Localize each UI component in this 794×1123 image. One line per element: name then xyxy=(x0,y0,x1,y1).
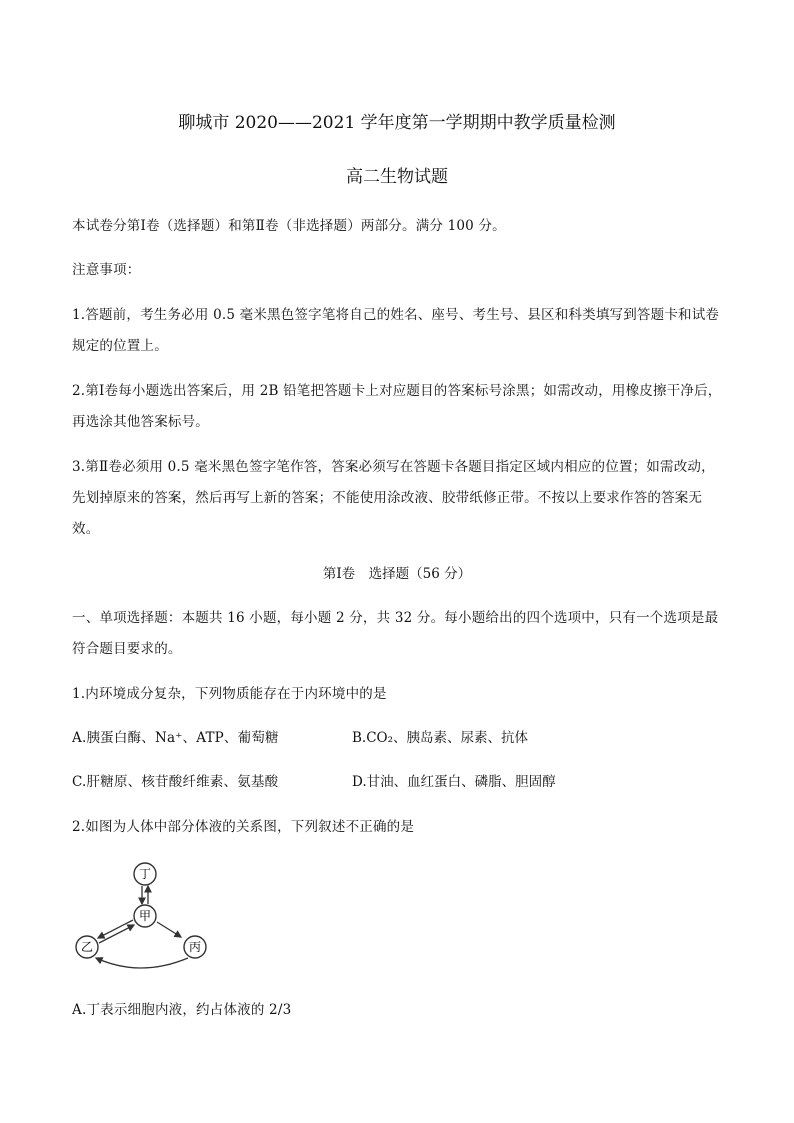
arrow-yi-to-jia xyxy=(99,925,134,943)
node-jia-label: 甲 xyxy=(138,909,152,923)
arrow-jia-to-yi xyxy=(98,920,133,938)
note-1-line-2: 规定的位置上。 xyxy=(72,338,168,354)
part-one-line-1: 一、单项选择题：本题共 16 小题，每小题 2 分，共 32 分。每小题给出的四个选项中，只有一个选项是最 xyxy=(72,610,719,626)
node-yi-label: 乙 xyxy=(80,940,94,954)
note-3-line-3: 效。 xyxy=(72,521,100,537)
arrow-bing-to-yi xyxy=(96,958,188,968)
arrow-jia-to-bing xyxy=(157,922,181,937)
note-3-line-2: 先划掉原来的答案，然后再写上新的答案；不能使用涂改液、胶带纸修正带。不按以上要求作答的答案无 xyxy=(72,490,703,506)
note-2-line-2: 再选涂其他答案标号。 xyxy=(72,414,209,430)
section-title: 第Ⅰ卷 选择题（56 分） xyxy=(322,566,472,582)
question-2-option-a: A.丁表示细胞内液，约占体液的 2/3 xyxy=(72,1002,292,1018)
intro-text: 本试卷分第Ⅰ卷（选择题）和第Ⅱ卷（非选择题）两部分。满分 100 分。 xyxy=(72,218,506,234)
question-1-option-a: A.胰蛋白酶、Na⁺、ATP、葡萄糖 xyxy=(72,730,279,746)
notes-heading: 注意事项： xyxy=(72,262,141,278)
question-1-option-b: B.CO₂、胰岛素、尿素、抗体 xyxy=(352,730,529,746)
note-1-line-1: 1.答题前，考生务必用 0.5 毫米黑色签字笔将自己的姓名、座号、考生号、县区和科类填写到答题卡和试卷 xyxy=(72,307,720,323)
body-fluid-diagram xyxy=(70,852,215,972)
question-1-option-c: C.肝糖原、核苷酸纤维素、氨基酸 xyxy=(72,774,279,790)
question-1-option-d: D.甘油、血红蛋白、磷脂、胆固醇 xyxy=(352,774,556,790)
node-bing-label: 丙 xyxy=(188,940,202,954)
part-one-line-2: 符合题目要求的。 xyxy=(72,641,182,657)
question-1-stem: 1.内环境成分复杂，下列物质能存在于内环境中的是 xyxy=(72,686,387,702)
note-2-line-1: 2.第Ⅰ卷每小题选出答案后，用 2B 铅笔把答题卡上对应题目的答案标号涂黑；如需改动，用橡皮擦干净后， xyxy=(72,383,722,399)
note-3-line-1: 3.第Ⅱ卷必须用 0.5 毫米黑色签字笔作答，答案必须写在答题卡各题目指定区域内相应的位置；如需改动， xyxy=(72,459,715,475)
page-title: 聊城市 2020——2021 学年度第一学期期中教学质量检测 xyxy=(178,113,616,133)
question-2-stem: 2.如图为人体中部分体液的关系图，下列叙述不正确的是 xyxy=(72,819,415,835)
page-subtitle: 高二生物试题 xyxy=(346,167,448,187)
node-ding-label: 丁 xyxy=(138,867,152,881)
